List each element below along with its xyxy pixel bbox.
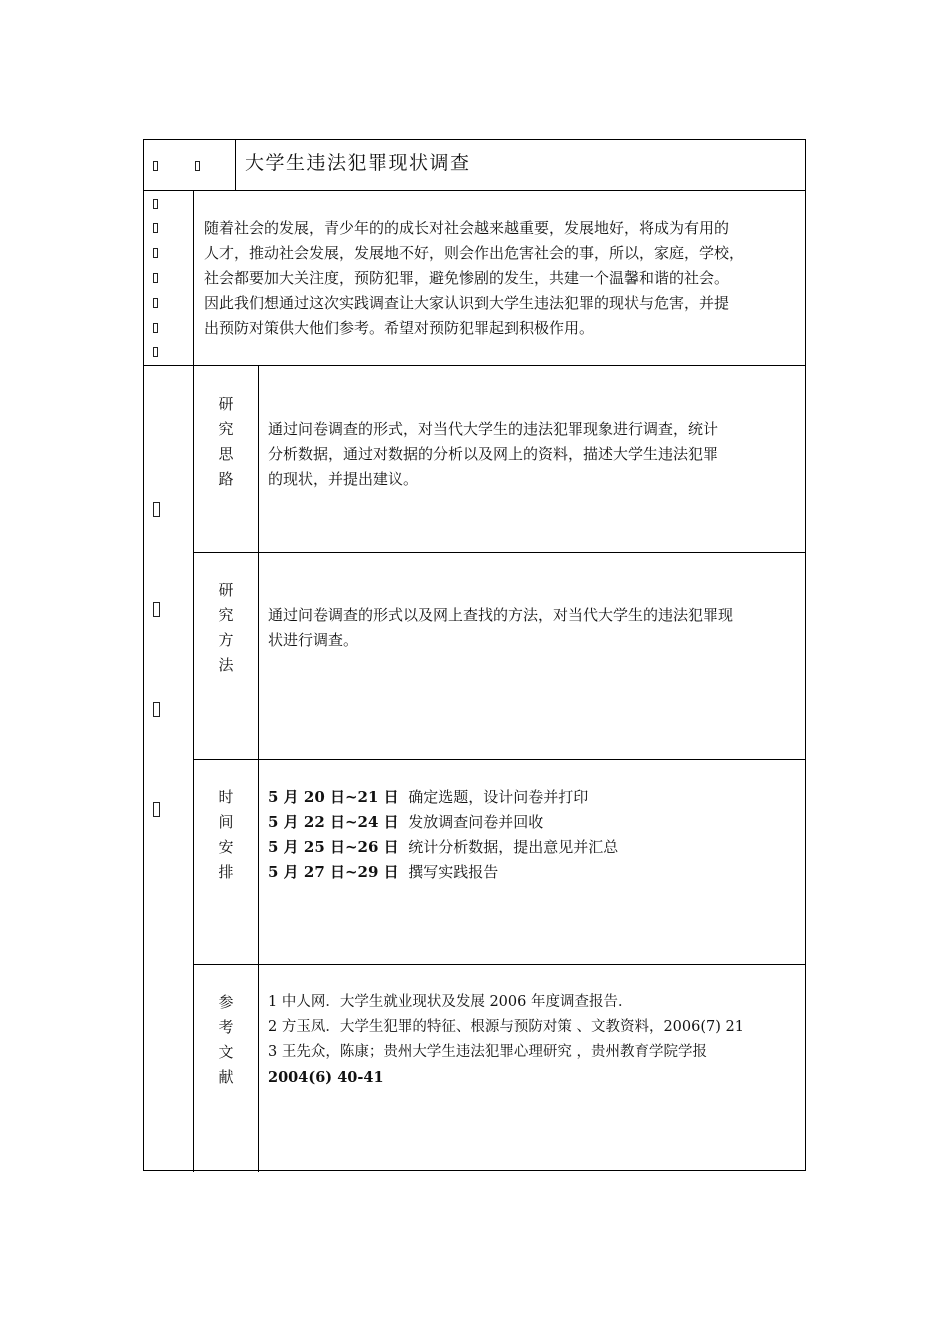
schedule-date: 5 月 20 日~21 日 [268,788,399,806]
missing-glyph-icon [153,802,160,817]
label-char: 路 [218,470,234,488]
project-title: 大学生违法犯罪现状调查 [245,152,471,174]
label-char: 思 [218,445,234,463]
missing-glyph-icon [153,273,158,283]
label-char: 法 [218,656,234,674]
label-char: 间 [218,813,234,831]
label-char: 文 [218,1043,234,1061]
method-label [218,578,234,678]
row-divider-background [143,365,806,366]
schedule-list [268,785,618,885]
schedule-label [218,785,234,885]
label-char: 安 [218,838,234,856]
missing-glyph-icon [153,602,160,617]
row-divider-title [143,190,806,191]
missing-glyph-icon [153,323,158,333]
background-line: 出预防对策供大他们参考。希望对预防犯罪起到积极作用。 [204,319,595,337]
label-char: 献 [218,1068,234,1086]
background-paragraph [204,216,744,341]
title-col-divider [235,139,236,191]
method-line: 通过问卷调查的形式以及网上查找的方法，对当代大学生的违法犯罪现 [268,606,734,624]
schedule-item [268,860,618,885]
missing-glyph-icon [153,223,158,233]
schedule-task: 发放调查问卷并回收 [408,813,544,831]
missing-glyph-icon [195,161,200,171]
references-label [218,990,234,1090]
missing-glyph-icon [153,199,158,209]
schedule-date: 5 月 25 日~26 日 [268,838,399,856]
approach-line: 通过问卷调查的形式，对当代大学生的违法犯罪现象进行调查，统计 [268,420,719,438]
label-char: 排 [218,863,234,881]
method-text [268,603,733,653]
background-col-divider [193,190,194,1172]
reference-line: 1 中人网．大学生就业现状及发展 2006 年度调查报告． [268,994,633,1010]
schedule-date: 5 月 27 日~29 日 [268,863,399,881]
schedule-task: 撰写实践报告 [408,863,499,881]
missing-glyph-icon [153,502,160,517]
label-char: 时 [218,788,234,806]
schedule-date: 5 月 22 日~24 日 [268,813,399,831]
reference-line: 2 方玉凤．大学生犯罪的特征、根源与预防对策 、文教资料，2006(7) 21 [268,1019,744,1035]
references-list [268,990,744,1090]
schedule-task: 统计分析数据，提出意见并汇总 [408,838,619,856]
label-char: 究 [218,420,234,438]
missing-glyph-icon [153,161,158,171]
label-char: 考 [218,1018,234,1036]
background-line: 人才，推动社会发展，发展地不好，则会作出危害社会的事，所以，家庭，学校， [204,244,745,262]
label-char: 究 [218,606,234,624]
approach-text [268,417,718,492]
row-divider-approach [193,552,806,553]
approach-label [218,392,234,492]
background-line: 社会都要加大关注度，预防犯罪，避免惨剧的发生，共建一个温馨和谐的社会。 [204,269,730,287]
missing-glyph-icon [153,248,158,258]
missing-glyph-icon [153,298,158,308]
missing-glyph-icon [153,347,158,357]
label-col-divider [258,365,259,1172]
schedule-item [268,785,618,810]
background-line: 随着社会的发展，青少年的的成长对社会越来越重要，发展地好，将成为有用的 [204,219,730,237]
method-line: 状进行调查。 [268,631,359,649]
reference-line: 2004(6) 40-41 [268,1069,384,1086]
label-char: 研 [218,395,234,413]
approach-line: 的现状，并提出建议。 [268,470,419,488]
schedule-item [268,810,618,835]
label-char: 参 [218,993,234,1011]
background-line: 因此我们想通过这次实践调查让大家认识到大学生违法犯罪的现状与危害，并提 [204,294,730,312]
schedule-item [268,835,618,860]
row-divider-method [193,759,806,760]
approach-line: 分析数据，通过对数据的分析以及网上的资料，描述大学生违法犯罪 [268,445,719,463]
row-divider-schedule [193,964,806,965]
reference-line: 3 王先众，陈康；贵州大学生违法犯罪心理研究 ，贵州教育学院学报 [268,1044,707,1060]
label-char: 方 [218,631,234,649]
missing-glyph-icon [153,702,160,717]
schedule-task: 确定选题，设计问卷并打印 [408,788,589,806]
label-char: 研 [218,581,234,599]
